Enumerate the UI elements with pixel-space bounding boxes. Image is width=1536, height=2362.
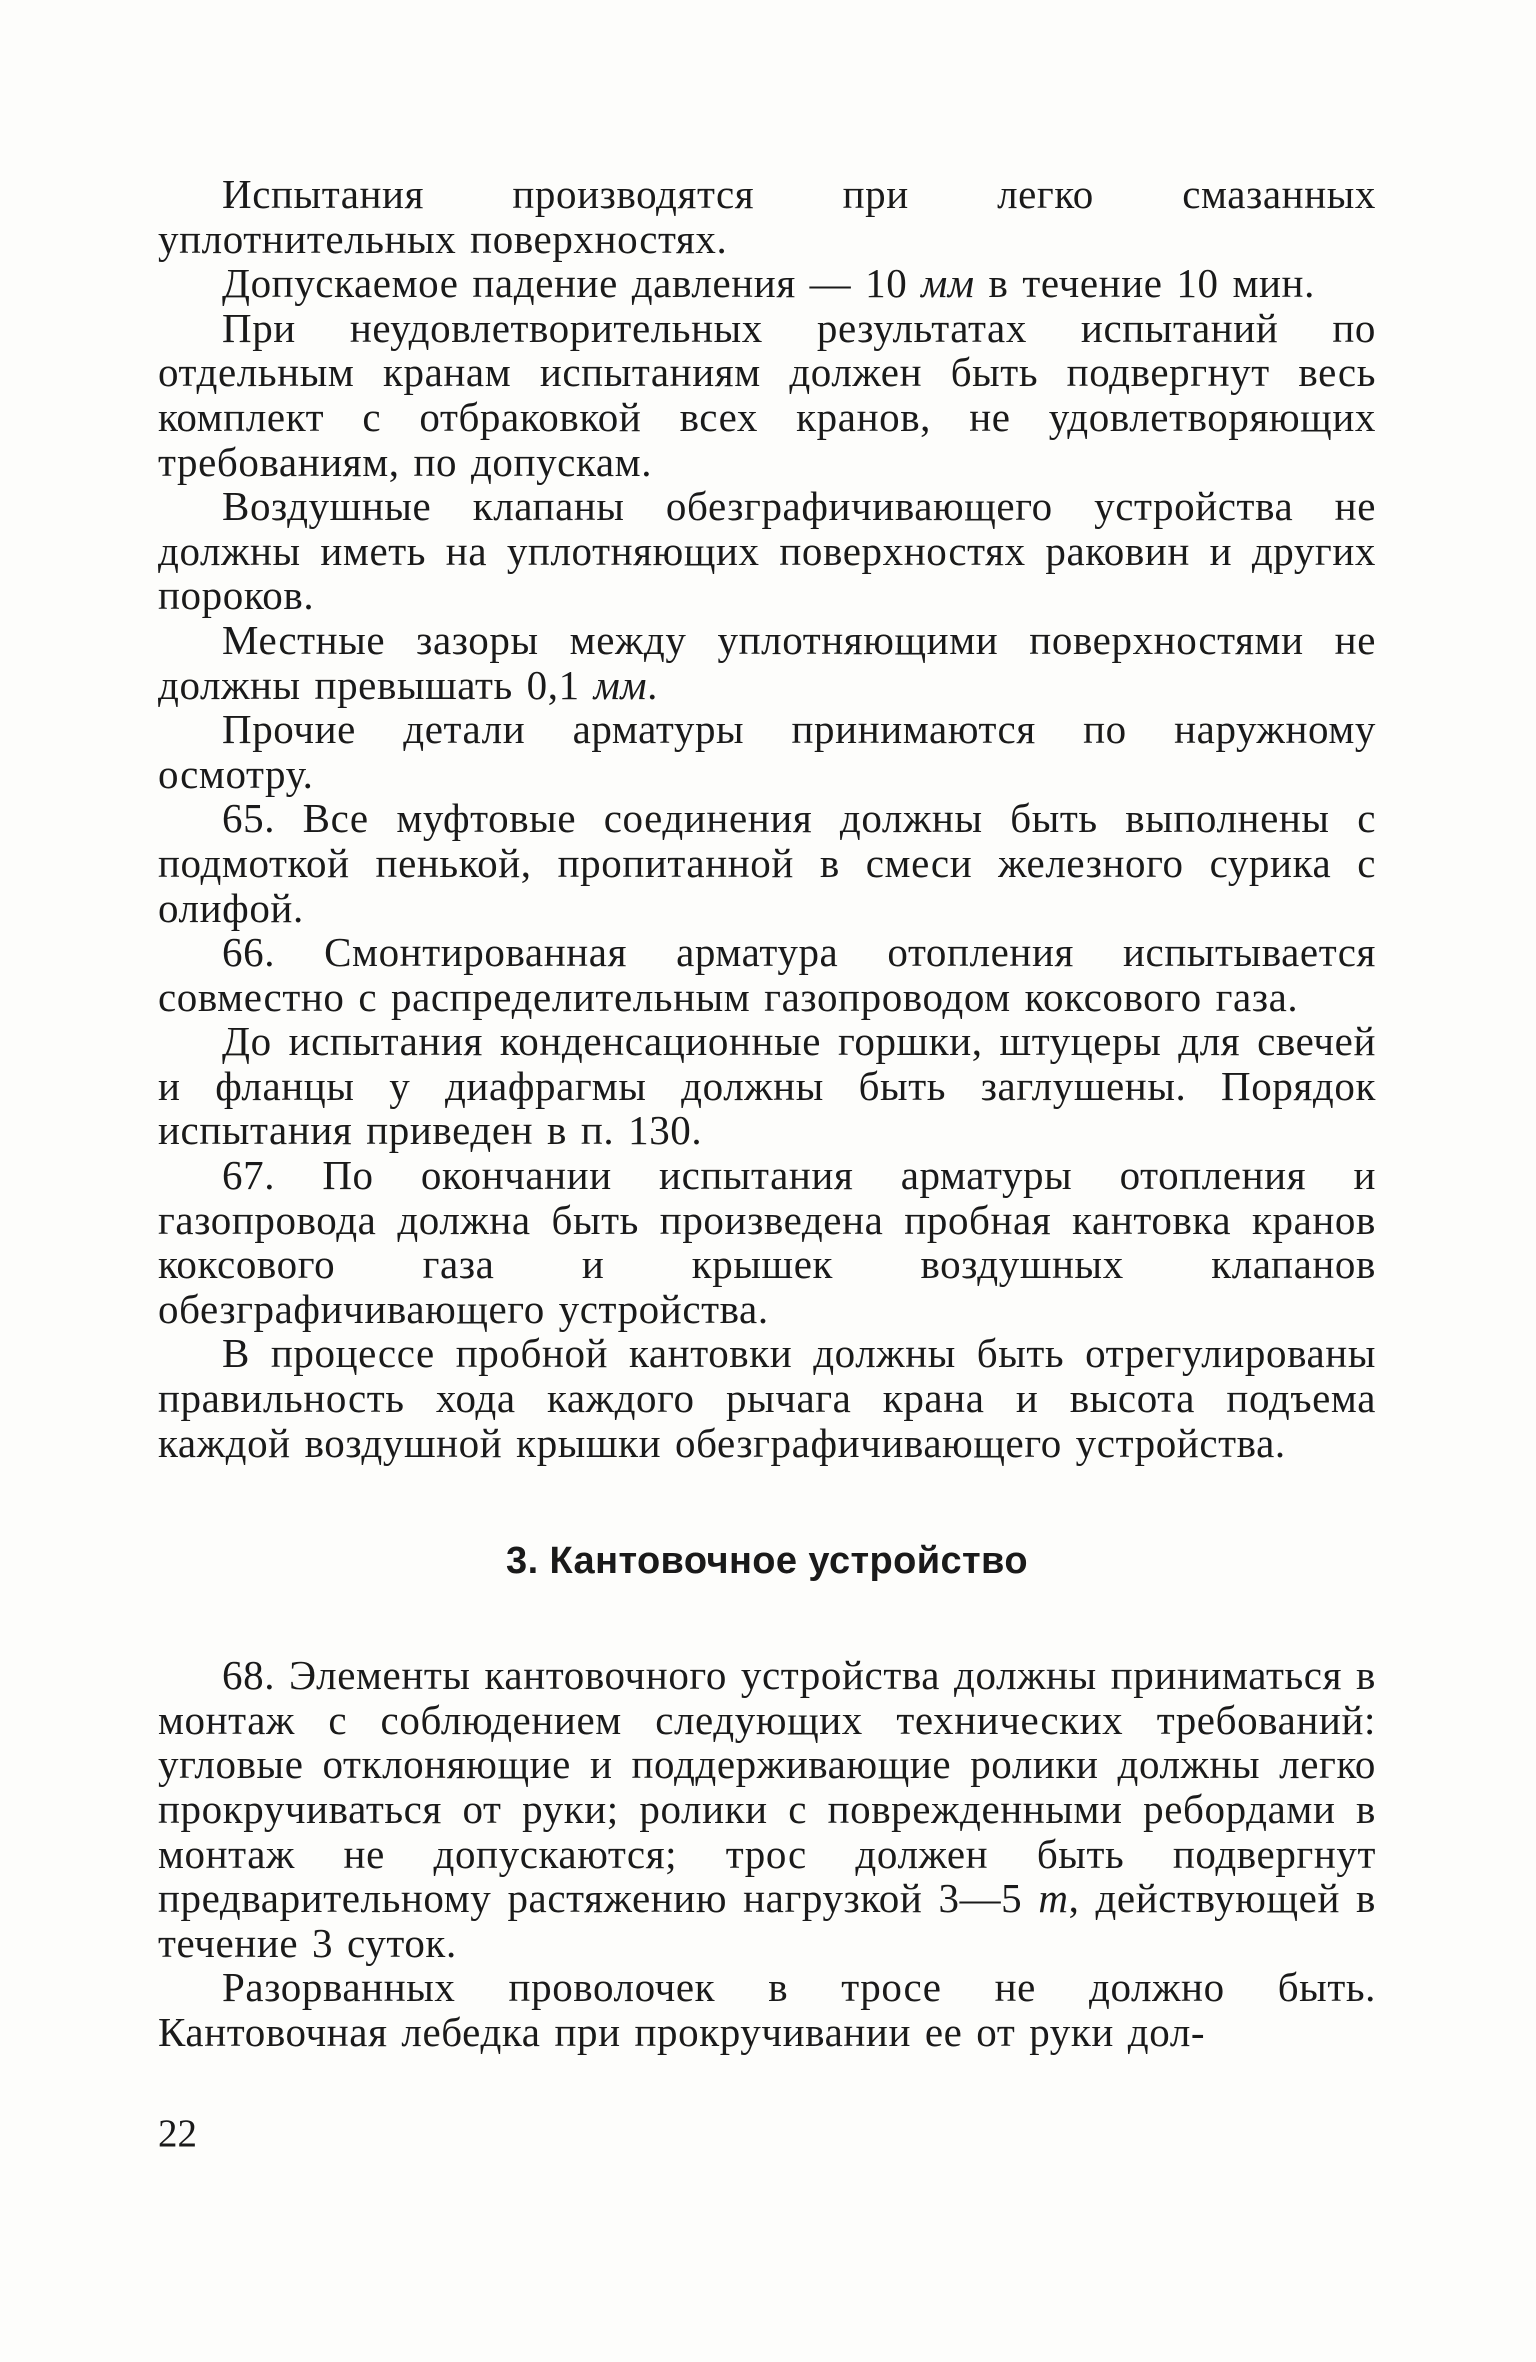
paragraph-testing-surfaces: Испытания производятся при легко смазанных уплотнительных поверхностях. — [158, 171, 1376, 262]
paragraph-air-valves: Воздушные клапаны обезграфичивающего устройства не должны иметь на уплотняющих поверхностях раковин и других пороков. — [158, 483, 1376, 619]
paragraph-item-66: 66. Смонтированная арматура отопления испытывается совместно с распределительным газопроводом коксового газа. — [158, 929, 1376, 1020]
paragraph-broken-wires: Разорванных проволочек в тросе не должно быть. Кантовочная лебедка при прокручивании ее от руки дол- — [158, 1964, 1376, 2055]
paragraph-before-testing: До испытания конденсационные горшки, штуцеры для свечей и фланцы у диафрагмы должны быть заглушены. Порядок испытания приведен в п. 130. — [158, 1018, 1376, 1154]
section-heading: 3. Кантовочное устройство — [506, 1540, 1028, 1583]
paragraph-local-gaps — [158, 618, 1376, 707]
unit-mm: мм — [593, 661, 648, 708]
paragraph-local-gaps-after: . — [647, 661, 658, 708]
paragraph-unsatisfactory-results: При неудовлетворительных результатах испытаний по отдельным кранам испытаниям должен быть подвергнут весь комплект с отбраковкой всех кранов, не удовлетворяющих требованиям, по допускам. — [158, 304, 1376, 485]
paragraph-item-68-before: 68. Элементы кантовочного устройства должны приниматься в монтаж с соблюдением следующих технических требований: угловые отклоняющие и поддерживающие ролики должны легко прокручиваться от руки; ролики с поврежденными ребордами в монтаж не допускаются; трос должен быть подвергнут предварительному растяжению нагрузкой 3—5 — [158, 1652, 1376, 1922]
page-number: 22 — [158, 2112, 197, 2155]
paragraph-pressure-drop — [158, 261, 1376, 306]
paragraph-trial-tilting: В процессе пробной кантовки должны быть отрегулированы правильность хода каждого рычага крана и высота подъема каждой воздушной крышки обезграфичивающего устройства. — [158, 1330, 1376, 1466]
paragraph-item-67: 67. По окончании испытания арматуры отопления и газопровода должна быть произведена пробная кантовка кранов коксового газа и крышек воздушных клапанов обезграфичивающего устройства. — [158, 1152, 1376, 1332]
paragraph-pressure-drop-after: в течение 10 мин. — [974, 260, 1315, 307]
paragraph-item-68 — [158, 1653, 1376, 1965]
paragraph-item-65: 65. Все муфтовые соединения должны быть выполнены с подмоткой пенькой, пропитанной в смеси железного сурика с олифой. — [158, 795, 1376, 931]
unit-mm: мм — [921, 260, 975, 307]
paragraph-other-parts: Прочие детали арматуры принимаются по наружному осмотру. — [158, 706, 1376, 797]
paragraph-pressure-drop-before: Допускаемое падение давления — 10 — [222, 260, 922, 307]
paragraph-item-68-after: , действующей в течение 3 суток. — [158, 1875, 1376, 1966]
paragraph-local-gaps-before: Местные зазоры между уплотняющими поверхностями не должны превышать 0,1 — [158, 616, 1376, 708]
unit-t: т — [1038, 1875, 1069, 1922]
page-body — [158, 172, 1376, 2055]
